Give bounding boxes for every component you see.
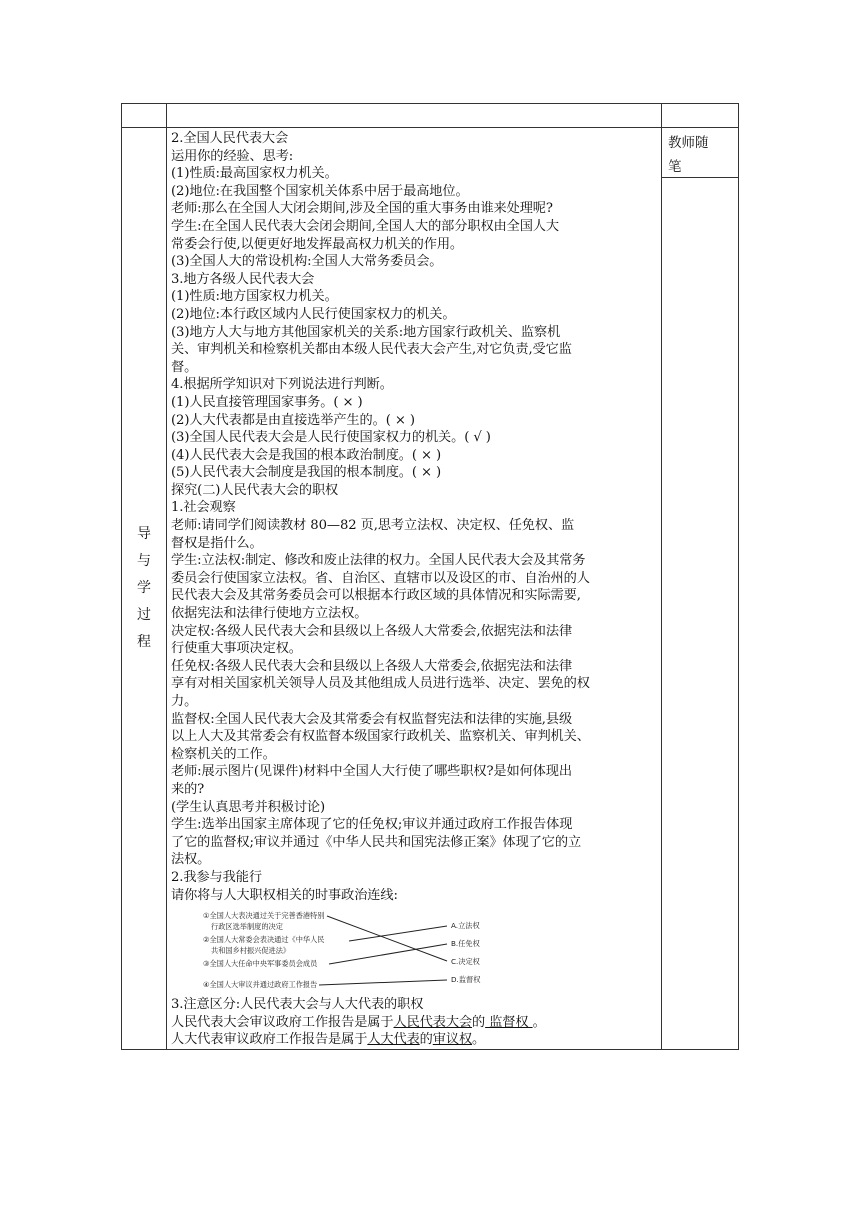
line-text: 人大代表审议政府工作报告是属于 xyxy=(171,1032,368,1048)
content-line: (1)性质:最高国家权力机关。 xyxy=(171,166,338,182)
content-line: 督权是指什么。 xyxy=(171,535,263,551)
header-cell xyxy=(662,104,739,128)
answer-underline: 人民代表大会 xyxy=(393,1014,473,1030)
content-line: 关、审判机关和检察机关都由本级人民代表大会产生,对它负责,受它监 xyxy=(171,342,572,358)
content-line: 力。 xyxy=(171,694,198,709)
content-line: 探究(二)人民代表大会的职权 xyxy=(171,482,339,498)
line-text: 的 xyxy=(472,1014,486,1030)
content-line: 监督权:全国人民代表大会及其常委会有权监督宪法和法律的实施,县级 xyxy=(171,711,573,727)
content-line: (3)全国人大的常设机构:全国人大常务委员会。 xyxy=(171,254,443,270)
lesson-table xyxy=(121,103,739,1050)
side-label-cell xyxy=(122,128,167,1050)
diagram-left-item: ①全国人大表决通过关于完善香港特别 xyxy=(203,911,325,921)
content-line: 检察机关的工作。 xyxy=(171,746,276,762)
diagram-right-item: A.立法权 xyxy=(451,921,480,931)
line-text: 人民代表大会审议政府工作报告是属于 xyxy=(171,1014,394,1030)
content-line: 学生:选举出国家主席体现了它的任免权;审议并通过政府工作报告体现 xyxy=(171,817,573,833)
table-header-row xyxy=(122,104,739,128)
content-line: 2.我参与我能行 xyxy=(171,869,262,885)
side-label-char: 程 xyxy=(137,633,151,650)
content-line: (学生认真思考并积极讨论) xyxy=(171,799,326,815)
content-line xyxy=(171,1031,657,1049)
content-line: 请你将与人大职权相关的时事政治连线: xyxy=(171,887,398,903)
content-line: 以上人大及其常委会有权监督本级国家行政机关、监察机关、审判机关、 xyxy=(171,729,590,745)
content-line: 老师:展示图片(见课件)材料中全国人大行使了哪些职权?是如何体现出 xyxy=(171,764,572,780)
match-line xyxy=(319,980,447,985)
answer-underline: 审议权 xyxy=(432,1032,473,1048)
content-line: (3)全国人民代表大会是人民行使国家权力的机关。( √ ) xyxy=(171,430,491,446)
line-text: 。 xyxy=(532,1014,546,1030)
content-line: (2)人大代表都是由直接选举产生的。( × ) xyxy=(171,412,415,428)
content-line: 任免权:各级人民代表大会和县级以上各级人大常委会,依据宪法和法律 xyxy=(171,658,573,674)
matching-diagram xyxy=(199,908,499,994)
content-line: 享有对相关国家机关领导人员及其他组成人员进行选举、决定、罢免的权 xyxy=(171,676,590,692)
side-label-char: 导 xyxy=(137,525,151,542)
content-line xyxy=(171,1014,657,1032)
content-line: 常委会行使,以便更好地发挥最高权力机关的作用。 xyxy=(171,236,464,252)
content-line: 老师:请同学们阅读教材 80—82 页,思考立法权、决定权、任免权、监 xyxy=(171,518,575,534)
side-label xyxy=(122,521,166,656)
header-cell xyxy=(122,104,167,128)
diagram-left-item: ③全国人大任命中央军事委员会成员 xyxy=(203,959,318,969)
content-line: 运用你的经验、思考: xyxy=(171,148,294,164)
content-line: (4)人民代表大会是我国的根本政治制度。( × ) xyxy=(171,447,442,463)
line-text: 。 xyxy=(472,1032,486,1048)
notes-heading xyxy=(662,128,738,178)
header-cell xyxy=(167,104,662,128)
content-line: 3.注意区分:人民代表大会与人大代表的职权 xyxy=(171,997,424,1013)
content-line: 法权。 xyxy=(171,852,211,868)
content-line: 委员会行使国家立法权。省、自治区、直辖市以及设区的市、自治州的人 xyxy=(171,570,590,586)
content-line: 学生:在全国人民代表大会闭会期间,全国人大的部分职权由全国人大 xyxy=(171,218,559,234)
diagram-right-item: C.决定权 xyxy=(451,957,480,967)
diagram-left-item: 共和国乡村振兴促进法》 xyxy=(211,946,291,956)
content-line: (2)地位:在我国整个国家机关体系中居于最高地位。 xyxy=(171,183,469,199)
diagram-left-item: ②全国人大常委会表决通过《中华人民 xyxy=(203,935,325,945)
answer-underline: 人大代表 xyxy=(367,1032,420,1048)
line-text: 的 xyxy=(419,1032,433,1048)
match-line xyxy=(349,926,447,941)
diagram-left-item: 行政区选举制度的决定 xyxy=(211,922,283,932)
diagram-right-item: D.监督权 xyxy=(451,975,481,985)
main-content-cell xyxy=(167,128,662,1050)
content-line: 学生:立法权:制定、修改和废止法律的权力。全国人民代表大会及其常务 xyxy=(171,553,586,569)
content-line: 行使重大事项决定权。 xyxy=(171,641,302,657)
notes-heading-line: 教师随 xyxy=(668,135,709,151)
diagram-right-item: B.任免权 xyxy=(451,939,480,949)
content-line: (5)人民代表大会制度是我国的根本制度。( × ) xyxy=(171,465,442,481)
side-label-char: 学 xyxy=(137,579,151,596)
notes-heading-line: 笔 xyxy=(668,159,682,175)
content-line: (2)地位:本行政区域内人民行使国家权力的机关。 xyxy=(171,306,456,322)
content-line: 老师:那么在全国人大闭会期间,涉及全国的重大事务由谁来处理呢? xyxy=(171,201,553,217)
diagram-left-item: ④全国人大审议并通过政府工作报告 xyxy=(203,980,318,990)
answer-underline: 监督权 xyxy=(485,1014,533,1030)
content-line: 4.根据所学知识对下列说法进行判断。 xyxy=(171,377,393,393)
content-line: 来的? xyxy=(171,781,205,797)
content-line: (1)人民直接管理国家事务。( × ) xyxy=(171,394,363,410)
content-line: 2.全国人民代表大会 xyxy=(171,131,289,146)
content-line: 了它的监督权;审议并通过《中华人民共和国宪法修正案》体现了它的立 xyxy=(171,834,582,850)
side-label-char: 与 xyxy=(137,552,151,569)
side-label-char: 过 xyxy=(137,606,151,623)
content-line: 民代表大会及其常务委员会可以根据本行政区域的具体情况和实际需要, xyxy=(171,588,581,604)
content-line: 1.社会观察 xyxy=(171,500,236,516)
content-line: 3.地方各级人民代表大会 xyxy=(171,271,315,287)
content-line: (3)地方人大与地方其他国家机关的关系:地方国家行政机关、监察机 xyxy=(171,324,561,340)
content-line: 依据宪法和法律行使地方立法权。 xyxy=(171,606,368,622)
notes-cell xyxy=(662,128,739,1050)
content-line: 决定权:各级人民代表大会和县级以上各级人大常委会,依据宪法和法律 xyxy=(171,623,573,639)
content-line: (1)性质:地方国家权力机关。 xyxy=(171,289,338,305)
table-body-row xyxy=(122,128,739,1050)
content-lines xyxy=(171,130,657,904)
content-line: 督。 xyxy=(171,359,198,375)
